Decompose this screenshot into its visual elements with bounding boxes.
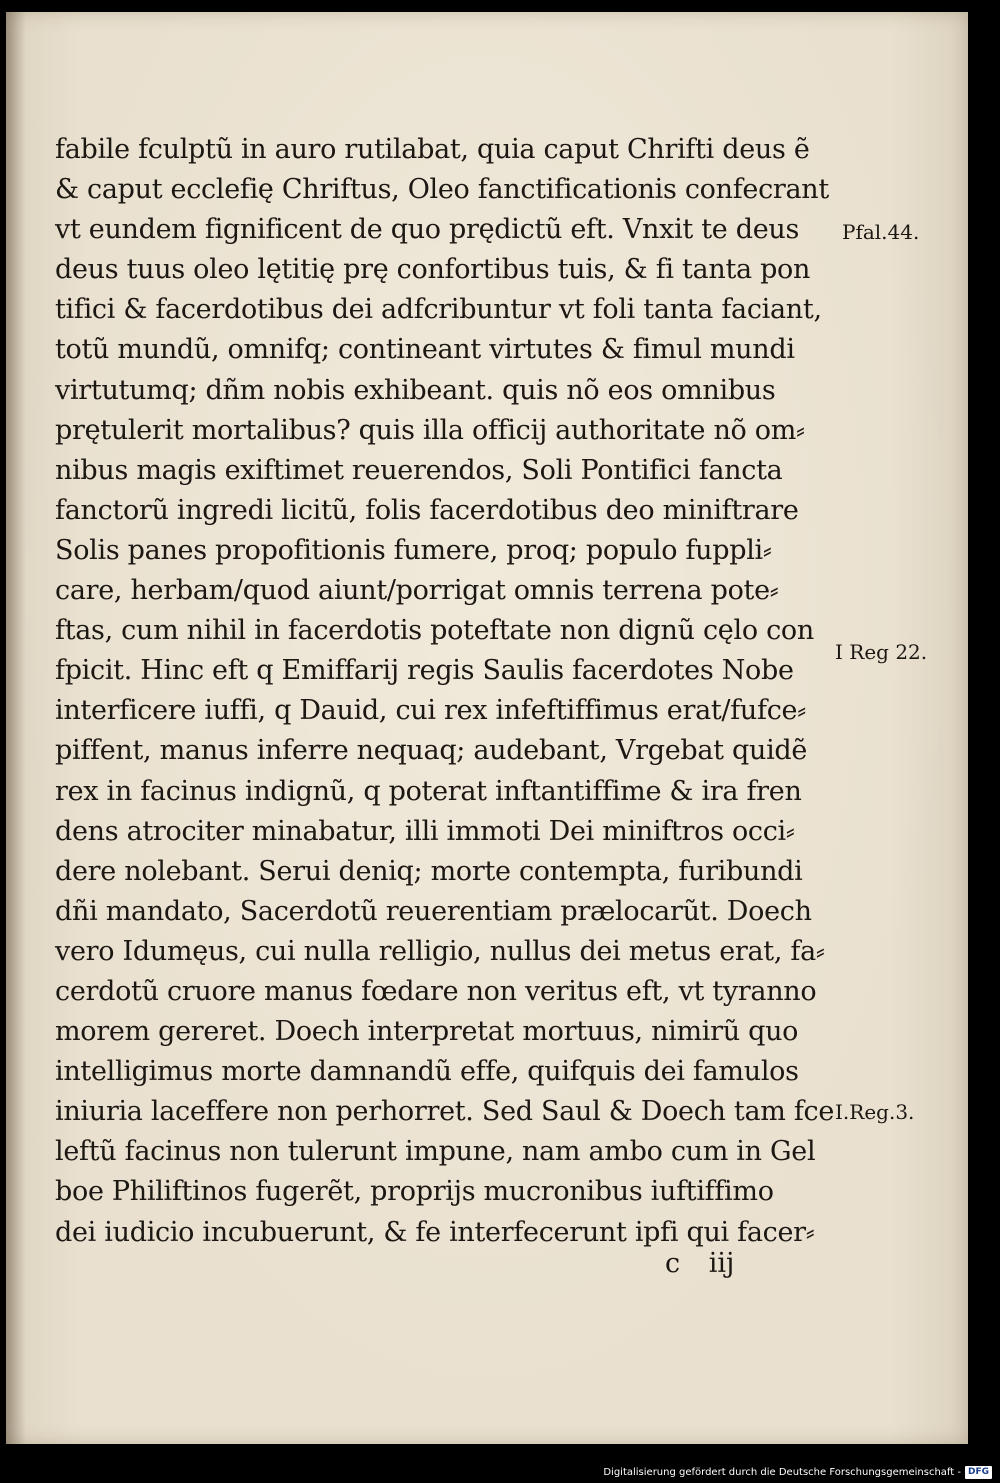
text-line: Solis panes propofitionis fumere, proq; populo fuppli⸗	[55, 534, 772, 566]
text-line: nibus magis exiftimet reuerendos, Soli Pontifici fancta	[55, 454, 783, 486]
text-line: interficere iuffi, q Dauid, cui rex infeftiffimus erat/fufce⸗	[55, 695, 806, 727]
signature-mark: c iij	[665, 1248, 735, 1279]
text-line: morem gereret. Doech interpretat mortuus, nimirũ quo	[55, 1016, 799, 1048]
marginal-note-psalm: Pfal.44.	[842, 220, 920, 244]
dfg-logo: DFG	[965, 1466, 992, 1479]
text-line: tifici & facerdotibus dei adfcribuntur vt foli tanta faciant,	[55, 294, 822, 326]
text-line: boe Philiftinos fugerẽt, proprijs mucronibus iuftiffimo	[55, 1176, 774, 1208]
text-line: dei iudicio incubuerunt, & fe interfecerunt ipfi qui facer⸗	[55, 1216, 815, 1248]
text-line: prętulerit mortalibus? quis illa officij authoritate nõ om⸗	[55, 414, 805, 446]
body-text	[55, 130, 845, 1253]
text-line: piffent, manus inferre nequaq; audebant, Vrgebat quidẽ	[55, 735, 808, 767]
text-line: vero Idumęus, cui nulla relligio, nullus dei metus erat, fa⸗	[55, 935, 825, 967]
text-line: leftũ facinus non tulerunt impune, nam ambo cum in Gel	[55, 1136, 816, 1168]
marginal-note-reg-22: I Reg 22.	[835, 640, 928, 664]
digitization-credit	[603, 1466, 992, 1479]
text-line: & caput ecclefię Chriftus, Oleo fanctificationis confecrant	[55, 174, 829, 206]
text-line: intelligimus morte damnandũ effe, quifquis dei famulos	[55, 1056, 799, 1088]
text-line: totũ mundũ, omnifq; contineant virtutes & fimul mundi	[55, 334, 795, 366]
text-line: fabile fculptũ in auro rutilabat, quia caput Chrifti deus ẽ	[55, 134, 810, 165]
marginal-note-reg-3: I.Reg.3.	[835, 1100, 915, 1124]
text-line: rex in facinus indignũ, q poterat inftantiffime & ira fren	[55, 775, 802, 807]
text-line: fpicit. Hinc eft q Emiffarij regis Saulis facerdotes Nobe	[55, 655, 794, 687]
text-line: virtutumq; dñm nobis exhibeant. quis nõ eos omnibus	[55, 374, 776, 406]
text-line: iniuria laceffere non perhorret. Sed Saul & Doech tam fce	[55, 1096, 835, 1128]
text-line: deus tuus oleo lętitię prę confortibus tuis, & fi tanta pon	[55, 254, 811, 286]
text-line: ftas, cum nihil in facerdotis poteftate non dignũ cęlo con	[55, 615, 814, 647]
text-line: dñi mandato, Sacerdotũ reuerentiam prælocarũt. Doech	[55, 895, 812, 927]
text-line: fanctorũ ingredi licitũ, folis facerdotibus deo miniftrare	[55, 494, 799, 526]
text-line: care, herbam/quod aiunt/porrigat omnis terrena pote⸗	[55, 575, 779, 607]
text-line: dere nolebant. Serui deniq; morte contempta, furibundi	[55, 855, 803, 887]
page-gutter-shadow	[6, 12, 26, 1444]
text-line: vt eundem fignificent de quo prędictũ eft. Vnxit te deus	[55, 214, 800, 246]
text-line: dens atrociter minabatur, illi immoti Dei miniftros occi⸗	[55, 815, 795, 847]
credit-text: Digitalisierung gefördert durch die Deutsche Forschungsgemeinschaft -	[603, 1467, 961, 1478]
text-line: cerdotũ cruore manus fœdare non veritus eft, vt tyranno	[55, 975, 817, 1007]
